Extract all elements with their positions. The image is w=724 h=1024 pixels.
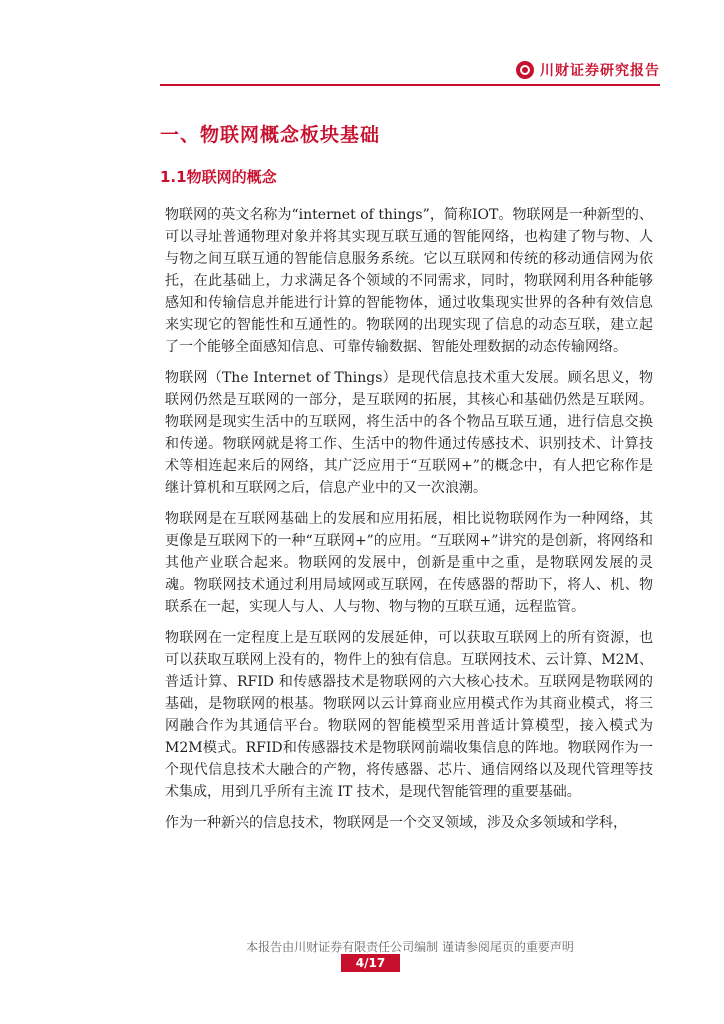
brand — [516, 60, 660, 80]
report-header — [160, 56, 660, 84]
paragraph: 物联网是在互联网基础上的发展和应用拓展，相比说物联网作为一种网络，其更像是互联网下的一种“互联网+”的应用。“互联网+”讲究的是创新，将网络和其他产业联合起来。物联网的发展中，创新是重中之重，是物联网发展的灵魂。物联网技术通过利用局域网或互联网，在传感器的帮助下，将人、机、物联系在一起，实现人与人、人与物、物与物的互联互通，远程监管。 — [165, 511, 653, 615]
logo-ring — [520, 65, 530, 75]
brand-name: 川财证券研究报告 — [540, 63, 660, 79]
paragraph: 物联网在一定程度上是互联网的发展延伸，可以获取互联网上的所有资源，也可以获取互联网上没有的，物件上的独有信息。互联网技术、云计算、M2M、普适计算、RFID 和传感器技术是物联网的六大核心技术。互联网是物联网的基础，是物联网的根基。物联网以云计算商业应用模式作为其商业模式，将三网融合作为其通信平台。物联网的智能模型采用普适计算模型，接入模式为 M2M模式。RFID和传感器技术是物联网前端收集信息的阵地。物联网作为一个现代信息技术大融合的产物，将传感器、芯片、通信网络以及现代管理等技术集成，用到几乎所有主流 IT 技术，是现代智能管理的重要基础。 — [165, 630, 653, 800]
section-title: 一、物联网概念板块基础 — [160, 124, 381, 146]
paragraph: 物联网的英文名称为“internet of things”，简称IOT。物联网是一种新型的、可以寻址普通物理对象并将其实现互联互通的智能网络，也构建了物与物、人与物之间互联互通的智能信息服务系统。它以互联网和传统的移动通信网为依托，在此基础上，力求满足各个领域的不同需求，同时，物联网利用各种能够感知和传输信息并能进行计算的智能物体，通过收集现实世界的各种有效信息来实现它的智能性和互通性的。物联网的出现实现了信息的动态互联，建立起了一个能够全面感知信息、可靠传输数据、智能处理数据的动态传输网络。 — [165, 207, 653, 355]
subsection-title: 1.1物联网的概念 — [160, 168, 277, 186]
chuancai-logo-icon — [516, 61, 534, 79]
paragraph: 物联网（The Internet of Things）是现代信息技术重大发展。顾名思义，物联网仍然是互联网的一部分，是互联网的拓展，其核心和基础仍然是互联网。物联网是现实生活中的互联网，将生活中的各个物品互联互通，进行信息交换和传递。物联网就是将工作、生活中的物件通过传感技术、识别技术、计算技术等相连起来后的网络，其广泛应用于“互联网+”的概念中，有人把它称作是继计算机和互联网之后，信息产业中的又一次浪潮。 — [165, 370, 653, 496]
page-number: 4/17 — [341, 954, 400, 972]
footer-disclaimer: 本报告由川财证券有限责任公司编制 谨请参阅尾页的重要声明 — [246, 940, 574, 954]
paragraph: 作为一种新兴的信息技术，物联网是一个交叉领域，涉及众多领域和学科， — [165, 815, 627, 831]
body-text — [165, 204, 653, 843]
header-divider — [160, 84, 660, 86]
